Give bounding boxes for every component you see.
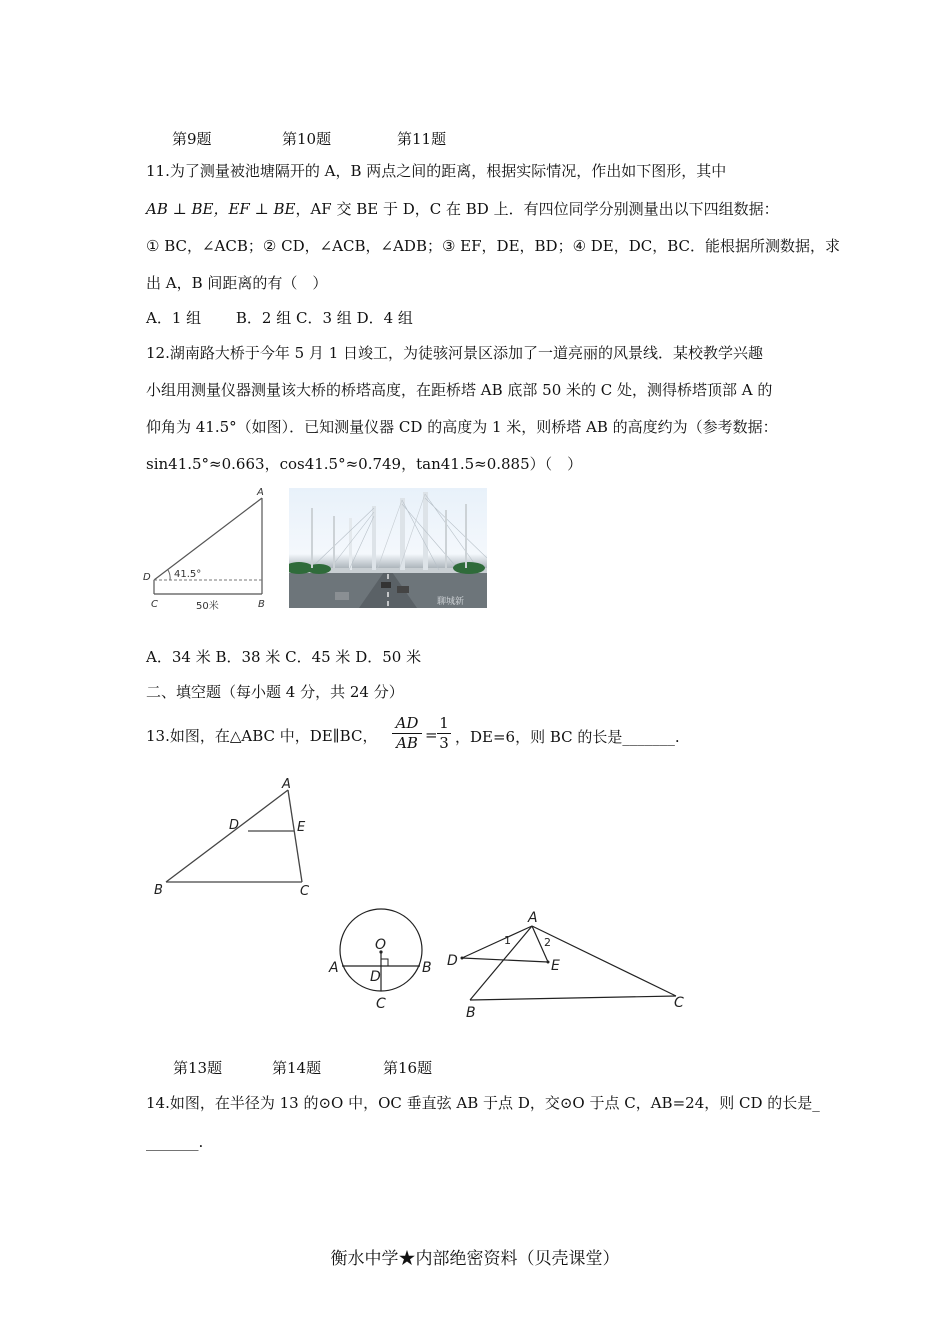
caption-figure-16: 第16题 bbox=[383, 1059, 433, 1077]
q13-frac-left-den: AB bbox=[392, 733, 422, 752]
caption-figure-9: 第9题 bbox=[172, 130, 212, 148]
q13-triangle-figure bbox=[148, 776, 328, 902]
q13-fraction-left bbox=[392, 714, 422, 752]
q12-distance-label: 50米 bbox=[196, 601, 219, 612]
q11-line2-text: ，AF 交 BE 于 D，C 在 BD 上．有四位同学分别测量出以下四组数据： bbox=[295, 200, 779, 218]
q12-triangle-figure bbox=[140, 484, 280, 614]
q12-label-b: B bbox=[258, 599, 265, 610]
q13-frac-right-den: 3 bbox=[437, 733, 451, 752]
q14-label-c: C bbox=[376, 996, 386, 1012]
q16-triangle-figure bbox=[444, 906, 694, 1022]
bridge-photo bbox=[289, 488, 487, 608]
q14-circle-figure bbox=[326, 904, 438, 1014]
q12-line4: sin41.5°≈0.663，cos41.5°≈0.749，tan41.5≈0.885）（ ） bbox=[146, 455, 583, 473]
q12-label-c: C bbox=[151, 599, 158, 610]
q13-label-c: C bbox=[300, 884, 310, 899]
q12-angle-label: 41.5° bbox=[174, 569, 202, 580]
caption-figure-11: 第11题 bbox=[397, 130, 447, 148]
q14-label-b: B bbox=[422, 960, 432, 976]
q13-suffix: ，DE=6，则 BC 的长是_______. bbox=[455, 728, 680, 746]
q11-line1: 11.为了测量被池塘隔开的 A，B 两点之间的距离，根据实际情况，作出如下图形，其中 bbox=[146, 162, 727, 180]
q14-label-o: O bbox=[375, 937, 387, 953]
q11-line3: ① BC，∠ACB；② CD，∠ACB，∠ADB；③ EF，DE，BD；④ DE，DC，BC．能根据所测数据，求 bbox=[146, 237, 841, 255]
q11-line4: 出 A，B 间距离的有（ ） bbox=[146, 274, 328, 292]
section-2-heading: 二、填空题（每小题 4 分，共 24 分） bbox=[146, 683, 404, 701]
bridge-watermark: 聊城新 bbox=[437, 597, 465, 607]
caption-figure-14: 第14题 bbox=[272, 1059, 322, 1077]
q16-label-c: C bbox=[674, 995, 684, 1011]
q16-angle-1: 1 bbox=[504, 934, 511, 947]
page-footer: 衡水中学★内部绝密资料（贝壳课堂） bbox=[330, 1249, 620, 1269]
q14-line1: 14.如图，在半径为 13 的⊙O 中，OC 垂直弦 AB 于点 D，交⊙O 于点 C，AB=24，则 CD 的长是_ bbox=[146, 1094, 820, 1112]
q12-label-d: D bbox=[143, 572, 151, 583]
q11-line2 bbox=[146, 199, 779, 219]
q13-frac-left-num: AD bbox=[395, 714, 419, 732]
q12-line1: 12.湖南路大桥于今年 5 月 1 日竣工，为徒骇河景区添加了一道亮丽的风景线．某校教学兴趣 bbox=[146, 344, 764, 362]
q11-options: A．1 组 B．2 组 C．3 组 D．4 组 bbox=[146, 309, 413, 327]
caption-figure-10: 第10题 bbox=[282, 130, 332, 148]
q13-equals: = bbox=[425, 726, 438, 744]
q16-angle-2: 2 bbox=[544, 936, 551, 949]
q13-label-b: B bbox=[154, 883, 163, 898]
q13-prefix: 13.如图，在△ABC 中，DE∥BC， bbox=[146, 727, 378, 745]
bridge-photo-drawing bbox=[289, 488, 487, 608]
q16-label-d: D bbox=[447, 953, 458, 969]
q14-label-d: D bbox=[370, 969, 381, 985]
q12-line3: 仰角为 41.5°（如图）．已知测量仪器 CD 的高度为 1 米，则桥塔 AB 的高度约为（参考数据： bbox=[146, 418, 778, 436]
q12-label-a: A bbox=[257, 487, 264, 498]
q16-label-a: A bbox=[528, 910, 538, 926]
q12-line2: 小组用测量仪器测量该大桥的桥塔高度，在距桥塔 AB 底部 50 米的 C 处，测得桥塔顶部 A 的 bbox=[146, 381, 773, 399]
q13-fraction-right bbox=[437, 714, 451, 752]
q12-options: A．34 米 B．38 米 C．45 米 D．50 米 bbox=[146, 648, 422, 666]
q11-formula: AB ⊥ BE，EF ⊥ BE bbox=[146, 200, 296, 218]
q16-label-b: B bbox=[466, 1005, 476, 1021]
q13-frac-right-num: 1 bbox=[439, 714, 449, 732]
q14-label-a: A bbox=[329, 960, 339, 976]
q13-label-e: E bbox=[297, 820, 306, 835]
q13-label-d: D bbox=[229, 818, 240, 833]
q13-label-a: A bbox=[282, 777, 291, 792]
caption-figure-13: 第13题 bbox=[173, 1059, 223, 1077]
q16-label-e: E bbox=[551, 958, 560, 974]
q14-line2: _______. bbox=[146, 1133, 204, 1151]
